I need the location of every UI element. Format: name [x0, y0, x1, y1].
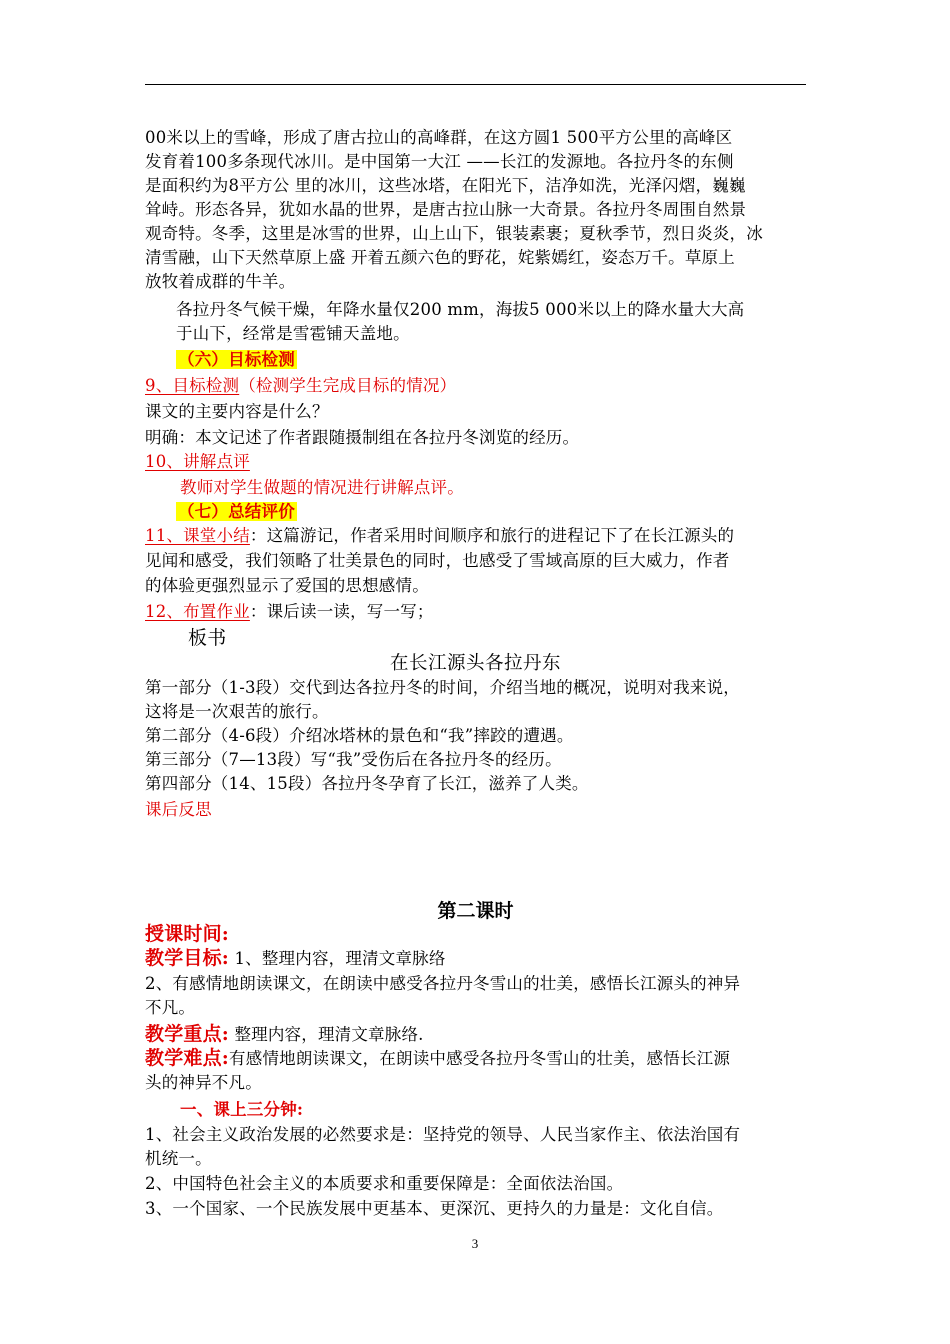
key-text: 整理内容，理清文章脉络.: [229, 1025, 424, 1044]
board-title: 在长江源头各拉丹东: [389, 653, 561, 674]
para1-line: 耸峙。形态各异，犹如水晶的世界，是唐古拉山脉一大奇景。各拉丹冬周围自然景: [145, 200, 747, 219]
goal-2-line: 不凡。: [145, 998, 196, 1017]
item-11: [145, 524, 734, 548]
board-label: 板书: [188, 627, 227, 649]
item-12-label: 12、布置作业: [145, 602, 250, 621]
section-heading-6: [176, 348, 297, 372]
section-heading-text: （七）总结评价: [178, 502, 295, 521]
warmup-line: 1、社会主义政治发展的必然要求是：坚持党的领导、人民当家作主、依法治国有: [145, 1125, 741, 1144]
item-11-line: 见闻和感受，我们领略了壮美景色的同时，也感受了雪域高原的巨大威力，作者: [145, 551, 730, 570]
item-11-label: 11、课堂小结: [145, 526, 250, 545]
reflection-label: 课后反思: [145, 800, 212, 819]
answer-text: 明确：本文记述了作者跟随摄制组在各拉丹冬浏览的经历。: [145, 428, 580, 447]
item-9: [145, 374, 456, 398]
board-line: 第一部分（1-3段）交代到达各拉丹冬的时间，介绍当地的概况，说明对我来说，: [145, 678, 740, 697]
section-heading-7: [176, 500, 297, 524]
para1-line: 清雪融，山下天然草原上盛 开着五颜六色的野花，姹紫嫣红，姿态万千。草原上: [145, 248, 735, 267]
difficulty-text: 有感情地朗读课文，在朗读中感受各拉丹冬雪山的壮美，感悟长江源: [229, 1049, 731, 1068]
board-line: 这将是一次艰苦的旅行。: [145, 702, 329, 721]
para2-line: 于山下，经常是雪雹铺天盖地。: [176, 324, 410, 343]
key-row: [145, 1022, 424, 1047]
goal-1-text: 1、整理内容，理清文章脉络: [229, 949, 446, 968]
item-10-text: 教师对学生做题的情况进行讲解点评。: [180, 478, 464, 497]
item-10-label: 10、讲解点评: [145, 452, 250, 471]
goal-row: [145, 946, 446, 971]
question-text: 课文的主要内容是什么？: [145, 402, 329, 421]
section-heading-text: （六）目标检测: [178, 350, 295, 369]
difficulty-line: 头的神异不凡。: [145, 1073, 262, 1092]
difficulty-label: 教学难点:: [145, 1047, 230, 1069]
item-12: [145, 600, 434, 624]
page-number: 3: [471, 1236, 479, 1251]
para1-line: 观奇特。冬季，这里是冰雪的世界，山上山下，银装素裹；夏秋季节，烈日炎炎，冰: [145, 224, 763, 243]
item-11-line: 的体验更强烈显示了爱国的思想感情。: [145, 576, 429, 595]
warmup-heading: 一、课上三分钟:: [180, 1100, 304, 1119]
header-rule: [145, 84, 806, 85]
board-line: 第二部分（4-6段）介绍冰塔林的景色和“我”摔跤的遭遇。: [145, 726, 574, 745]
warmup-line: 3、一个国家、一个民族发展中更基本、更深沉、更持久的力量是：文化自信。: [145, 1199, 724, 1218]
para2-line: 各拉丹冬气候干燥，年降水量仅200 mm，海拔5 000米以上的降水量大大高: [176, 300, 745, 319]
para1-line: 放牧着成群的牛羊。: [145, 272, 296, 291]
key-label: 教学重点:: [145, 1023, 230, 1045]
para1-line: 00米以上的雪峰，形成了唐古拉山的高峰群，在这方圆1 500平方公里的高峰区: [145, 128, 733, 147]
item-12-text: ：课后读一读，写一写；: [249, 602, 434, 621]
goal-label: 教学目标:: [145, 947, 230, 969]
lesson2-title: 第二课时: [437, 900, 514, 922]
para1-line: 发育着100多条现代冰川。是中国第一大江 ——长江的发源地。各拉丹冬的东侧: [145, 152, 734, 171]
difficulty-row: [145, 1046, 730, 1071]
time-label: 授课时间:: [145, 923, 230, 945]
board-line: 第四部分（14、15段）各拉丹冬孕育了长江，滋养了人类。: [145, 774, 589, 793]
warmup-line: 机统一。: [145, 1149, 212, 1168]
warmup-line: 2、中国特色社会主义的本质要求和重要保障是：全面依法治国。: [145, 1174, 624, 1193]
para1-line: 是面积约为8平方公 里的冰川，这些冰塔，在阳光下，洁净如洗，光泽闪熠，巍巍: [145, 176, 746, 195]
item-9-label: 9、目标检测: [145, 376, 240, 395]
goal-2-line: 2、有感情地朗读课文，在朗读中感受各拉丹冬雪山的壮美，感悟长江源头的神异: [145, 974, 741, 993]
board-line: 第三部分（7—13段）写“我”受伤后在各拉丹冬的经历。: [145, 750, 562, 769]
item-9-note: （检测学生完成目标的情况）: [239, 376, 457, 395]
item-11-text: ：这篇游记，作者采用时间顺序和旅行的进程记下了在长江源头的: [249, 526, 735, 545]
